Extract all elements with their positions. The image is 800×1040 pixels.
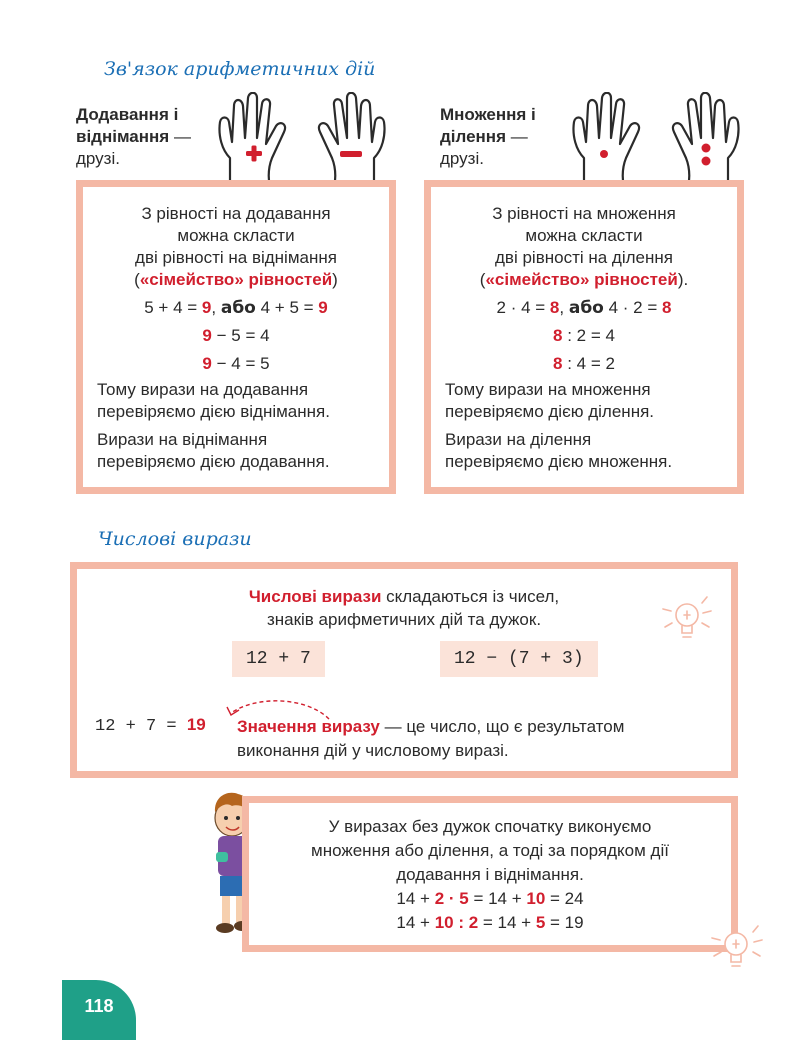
add-sub-line-2: можна скласти — [177, 226, 295, 245]
eq-result: 9 — [201, 298, 212, 317]
definition-line-1 — [77, 585, 731, 608]
mul-div-family-line — [431, 269, 737, 291]
mul-div-dash: — — [506, 127, 528, 146]
mul-div-heading — [440, 104, 570, 170]
rule-intermediate: 10 — [526, 889, 546, 908]
eq-result: 8 — [553, 326, 563, 345]
add-sub-check-1a: Тому вирази на додавання — [97, 380, 309, 399]
add-sub-equation-1 — [83, 297, 389, 319]
rule-line-2: множення або ділення, а тоді за порядком дії — [311, 841, 669, 860]
numeric-expressions-box — [70, 562, 738, 778]
paren-open: ( — [134, 270, 140, 289]
add-sub-dash: — — [169, 127, 191, 146]
value-expression-text: 12 + 7 = — [95, 717, 187, 736]
rule-line-1: У виразах без дужок спочатку виконуємо — [328, 817, 652, 836]
eq-result: 9 — [318, 298, 328, 317]
eq-result: 9 — [202, 326, 212, 345]
rule-part: 14 + — [396, 913, 435, 932]
hands-illustration-add-sub — [212, 92, 392, 190]
add-sub-friends: друзі. — [76, 149, 120, 168]
section-title-arithmetic-relations: Зв'язок арифметичних дій — [104, 58, 376, 80]
paren-close: ). — [677, 270, 689, 289]
value-definition — [237, 715, 721, 763]
rule-box — [242, 796, 738, 952]
eq-part: 5 + 4 = — [144, 298, 202, 317]
mul-div-equation-1 — [431, 297, 737, 319]
page-number: 118 — [62, 980, 136, 1040]
right-hand-icon — [319, 93, 385, 188]
rule-example-2 — [249, 911, 731, 935]
abo-word: або — [220, 298, 256, 318]
paren-open: ( — [479, 270, 486, 289]
mul-div-line-1: З рівності на множення — [492, 204, 676, 223]
definition-term: Числові вирази — [248, 587, 382, 606]
eq-result: 8 — [549, 298, 560, 317]
colon-divide-icon — [702, 144, 711, 153]
rule-example-1 — [249, 887, 731, 911]
eq-sep: , — [559, 298, 565, 317]
rule-part: = 14 + — [468, 889, 527, 908]
mul-div-check-1b: перевіряємо дією ділення. — [445, 402, 655, 421]
rule-priority-op: 10 : 2 — [434, 913, 479, 932]
mul-div-check-1a: Тому вирази на множення — [445, 380, 651, 399]
example-expression-2: 12 − (7 + 3) — [440, 641, 598, 677]
eq-result: 8 — [553, 354, 563, 373]
rule-priority-op: 2 · 5 — [434, 889, 469, 908]
add-sub-family-line — [83, 269, 389, 291]
definition-line-2: знаків арифметичних дій та дужок. — [266, 610, 542, 629]
abo-word: або — [568, 298, 604, 318]
mul-div-check-2b: перевіряємо дією множення. — [445, 452, 673, 471]
eq-part: − 4 = 5 — [211, 354, 270, 373]
rule-intermediate: 5 — [535, 913, 546, 932]
eq-part: 2 · 4 = — [496, 298, 550, 317]
family-term: «сімейство» рівностей — [139, 270, 333, 289]
rule-part: 14 + — [396, 889, 435, 908]
add-sub-equation-2 — [83, 325, 389, 347]
mul-div-equation-2 — [431, 325, 737, 347]
add-sub-heading-bold: Додавання і віднімання — [76, 105, 179, 146]
rule-line-3: додавання і віднімання. — [396, 865, 584, 884]
minus-icon — [340, 151, 362, 157]
rule-part: = 19 — [545, 913, 584, 932]
add-sub-check-1b: перевіряємо дією віднімання. — [97, 402, 330, 421]
dot-multiply-icon — [600, 150, 608, 158]
mul-div-equation-3 — [431, 353, 737, 375]
mul-div-friends: друзі. — [440, 149, 484, 168]
definition — [77, 585, 731, 631]
lightbulb-icon-corner — [700, 912, 776, 976]
mul-div-box — [424, 180, 744, 494]
value-rest: — це число, що є результатом — [379, 717, 625, 736]
example-expression-1: 12 + 7 — [232, 641, 325, 677]
family-term: «сімейство» рівностей — [485, 270, 678, 289]
mul-div-check-2a: Вирази на ділення — [445, 430, 592, 449]
rule-part: = 14 + — [478, 913, 536, 932]
eq-result: 8 — [662, 298, 672, 317]
section-title-numeric-expressions: Числові вирази — [98, 528, 252, 550]
hands-illustration-mul-div — [566, 92, 746, 190]
add-sub-check-2a: Вирази на віднімання — [97, 430, 268, 449]
rule-part: = 24 — [545, 889, 584, 908]
mul-div-line-2: можна скласти — [525, 226, 643, 245]
value-expression — [95, 715, 206, 736]
add-sub-line-1: З рівності на додавання — [141, 204, 331, 223]
lightbulb-icon — [649, 583, 725, 645]
mul-div-line-3: дві рівності на ділення — [495, 248, 673, 267]
value-term: Значення виразу — [237, 717, 380, 736]
mul-div-heading-bold: Множення і ділення — [440, 105, 536, 146]
eq-part: 4 · 2 = — [608, 298, 662, 317]
add-sub-check-2b: перевіряємо дією додавання. — [97, 452, 330, 471]
add-sub-box — [76, 180, 396, 494]
left-hand-icon — [219, 93, 285, 188]
eq-sep: , — [211, 298, 217, 317]
eq-part: 4 + 5 = — [260, 298, 319, 317]
eq-part: : 4 = 2 — [562, 354, 615, 373]
add-sub-line-3: дві рівності на віднімання — [135, 248, 337, 267]
eq-part: − 5 = 4 — [211, 326, 270, 345]
paren-close: ) — [332, 270, 338, 289]
value-result: 19 — [186, 715, 206, 734]
left-hand-icon — [573, 93, 639, 188]
eq-part: : 2 = 4 — [562, 326, 615, 345]
right-hand-icon — [673, 93, 739, 188]
eq-result: 9 — [202, 354, 212, 373]
definition-rest: складаються із чисел, — [381, 587, 560, 606]
value-definition-line-1 — [237, 715, 721, 739]
value-definition-line-2: виконання дій у числовому виразі. — [237, 741, 509, 760]
add-sub-heading — [76, 104, 216, 170]
add-sub-equation-3 — [83, 353, 389, 375]
